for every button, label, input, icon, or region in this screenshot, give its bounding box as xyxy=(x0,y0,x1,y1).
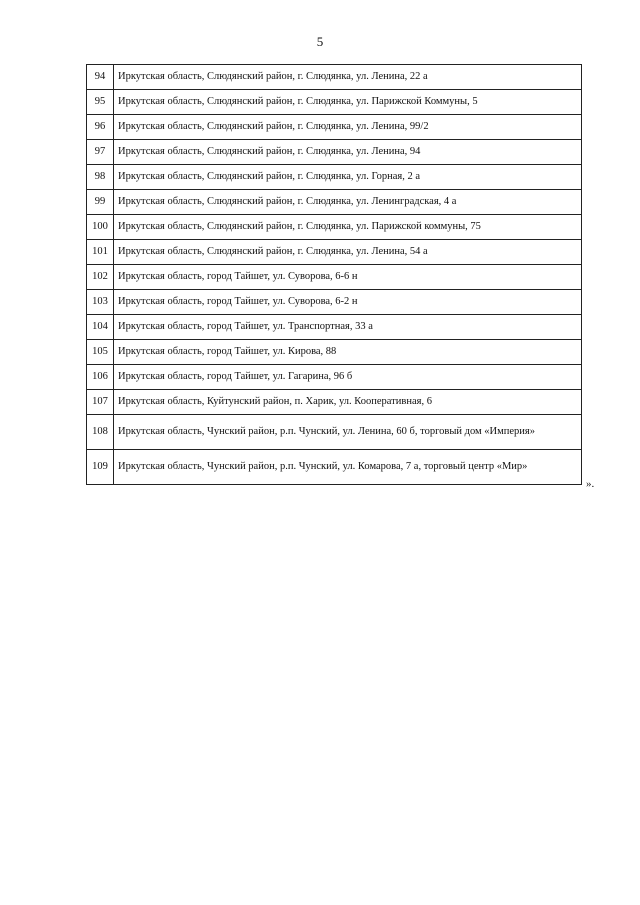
table-row xyxy=(87,90,582,115)
table-row xyxy=(87,390,582,415)
row-number: 103 xyxy=(87,290,114,315)
row-number: 108 xyxy=(87,415,114,450)
page-number: 5 xyxy=(316,34,324,49)
row-number: 109 xyxy=(87,450,114,485)
table-row xyxy=(87,265,582,290)
row-address: Иркутская область, город Тайшет, ул. Суворова, 6-6 н xyxy=(114,265,582,290)
table-row xyxy=(87,165,582,190)
row-address: Иркутская область, Слюдянский район, г. Слюдянка, ул. Ленина, 94 xyxy=(114,140,582,165)
table-row xyxy=(87,240,582,265)
row-number: 98 xyxy=(87,165,114,190)
table-row xyxy=(87,315,582,340)
row-number: 105 xyxy=(87,340,114,365)
row-number: 100 xyxy=(87,215,114,240)
address-table xyxy=(86,64,582,485)
row-address: Иркутская область, город Тайшет, ул. Транспортная, 33 а xyxy=(114,315,582,340)
row-address: Иркутская область, Слюдянский район, г. Слюдянка, ул. Ленина, 22 а xyxy=(114,65,582,90)
row-address: Иркутская область, Куйтунский район, п. Харик, ул. Кооперативная, 6 xyxy=(114,390,582,415)
row-address: Иркутская область, Слюдянский район, г. Слюдянка, ул. Парижской коммуны, 75 xyxy=(114,215,582,240)
row-address: Иркутская область, Слюдянский район, г. Слюдянка, ул. Ленина, 99/2 xyxy=(114,115,582,140)
row-number: 95 xyxy=(87,90,114,115)
closing-quote-mark: ». xyxy=(586,478,595,490)
table-row xyxy=(87,140,582,165)
row-number: 106 xyxy=(87,365,114,390)
table-row xyxy=(87,365,582,390)
table-row xyxy=(87,340,582,365)
row-address: Иркутская область, город Тайшет, ул. Суворова, 6-2 н xyxy=(114,290,582,315)
table-row xyxy=(87,190,582,215)
row-number: 97 xyxy=(87,140,114,165)
row-address: Иркутская область, Слюдянский район, г. Слюдянка, ул. Парижской Коммуны, 5 xyxy=(114,90,582,115)
row-number: 99 xyxy=(87,190,114,215)
table-row xyxy=(87,115,582,140)
row-number: 102 xyxy=(87,265,114,290)
table-row xyxy=(87,290,582,315)
table-row xyxy=(87,65,582,90)
row-number: 107 xyxy=(87,390,114,415)
row-number: 94 xyxy=(87,65,114,90)
row-address: Иркутская область, город Тайшет, ул. Кирова, 88 xyxy=(114,340,582,365)
row-number: 101 xyxy=(87,240,114,265)
row-address: Иркутская область, Слюдянский район, г. Слюдянка, ул. Горная, 2 а xyxy=(114,165,582,190)
row-address: Иркутская область, Слюдянский район, г. Слюдянка, ул. Ленинградская, 4 а xyxy=(114,190,582,215)
row-number: 104 xyxy=(87,315,114,340)
table-row xyxy=(87,415,582,450)
row-address: Иркутская область, Чунский район, р.п. Чунский, ул. Ленина, 60 б, торговый дом «Империя» xyxy=(114,415,582,450)
table-row xyxy=(87,215,582,240)
row-address: Иркутская область, Чунский район, р.п. Чунский, ул. Комарова, 7 а, торговый центр «Мир» xyxy=(114,450,582,485)
row-address: Иркутская область, город Тайшет, ул. Гагарина, 96 б xyxy=(114,365,582,390)
row-number: 96 xyxy=(87,115,114,140)
table-row xyxy=(87,450,582,485)
row-address: Иркутская область, Слюдянский район, г. Слюдянка, ул. Ленина, 54 а xyxy=(114,240,582,265)
